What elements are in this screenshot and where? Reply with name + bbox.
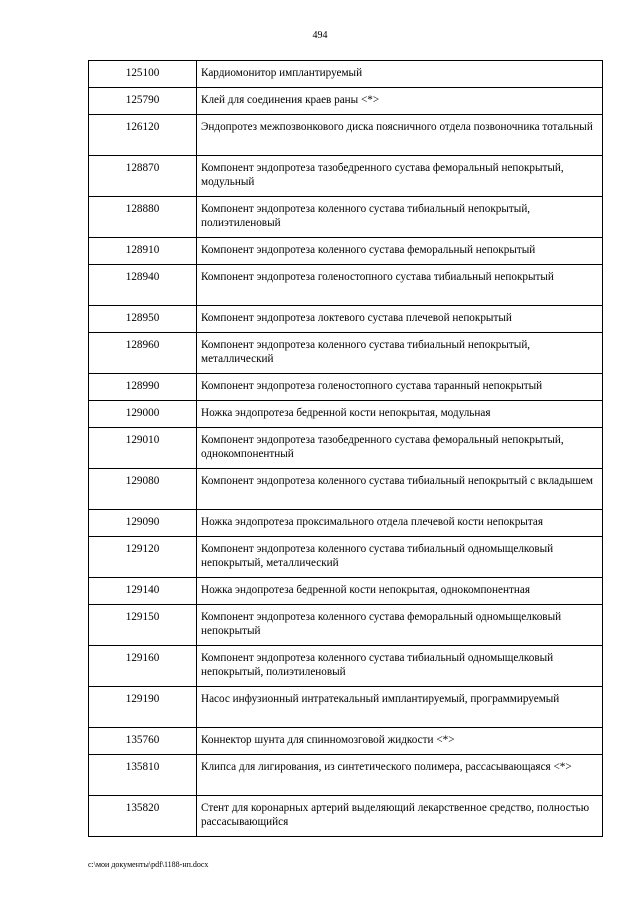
code-cell: 129010 bbox=[89, 428, 197, 469]
table-row bbox=[89, 374, 603, 401]
code-cell: 129140 bbox=[89, 578, 197, 605]
description-cell: Компонент эндопротеза тазобедренного сустава феморальный непокрытый, однокомпонентный bbox=[197, 428, 603, 469]
table-row bbox=[89, 687, 603, 728]
code-cell: 135820 bbox=[89, 796, 197, 837]
description-cell: Компонент эндопротеза коленного сустава тибиальный непокрытый, металлический bbox=[197, 333, 603, 374]
description-cell: Ножка эндопротеза проксимального отдела плечевой кости непокрытая bbox=[197, 510, 603, 537]
description-cell: Компонент эндопротеза коленного сустава феморальный одномыщелковый непокрытый bbox=[197, 605, 603, 646]
table-row bbox=[89, 728, 603, 755]
code-cell: 128870 bbox=[89, 156, 197, 197]
description-cell: Клипса для лигирования, из синтетического полимера, рассасывающаяся <*> bbox=[197, 755, 603, 796]
code-cell: 125100 bbox=[89, 61, 197, 88]
description-cell: Стент для коронарных артерий выделяющий лекарственное средство, полностью рассасывающийся bbox=[197, 796, 603, 837]
description-cell: Компонент эндопротеза тазобедренного сустава феморальный непокрытый, модульный bbox=[197, 156, 603, 197]
code-cell: 129000 bbox=[89, 401, 197, 428]
table-row bbox=[89, 537, 603, 578]
code-cell: 135810 bbox=[89, 755, 197, 796]
description-cell: Компонент эндопротеза локтевого сустава плечевой непокрытый bbox=[197, 306, 603, 333]
code-cell: 129160 bbox=[89, 646, 197, 687]
description-cell: Компонент эндопротеза коленного сустава тибиальный непокрытый, полиэтиленовый bbox=[197, 197, 603, 238]
description-cell: Ножка эндопротеза бедренной кости непокрытая, модульная bbox=[197, 401, 603, 428]
footer-file-path: c:\мои документы\pdf\1188-нп.docx bbox=[88, 860, 209, 869]
code-cell: 129080 bbox=[89, 469, 197, 510]
table-row bbox=[89, 605, 603, 646]
code-cell: 128960 bbox=[89, 333, 197, 374]
description-cell: Компонент эндопротеза коленного сустава тибиальный одномыщелковый непокрытый, полиэтиленовый bbox=[197, 646, 603, 687]
code-cell: 126120 bbox=[89, 115, 197, 156]
description-cell: Коннектор шунта для спинномозговой жидкости <*> bbox=[197, 728, 603, 755]
code-cell: 135760 bbox=[89, 728, 197, 755]
description-cell: Насос инфузионный интратекальный имплантируемый, программируемый bbox=[197, 687, 603, 728]
code-cell: 129120 bbox=[89, 537, 197, 578]
description-cell: Клей для соединения краев раны <*> bbox=[197, 88, 603, 115]
table-row bbox=[89, 238, 603, 265]
description-cell: Ножка эндопротеза бедренной кости непокрытая, однокомпонентная bbox=[197, 578, 603, 605]
code-cell: 125790 bbox=[89, 88, 197, 115]
table-row bbox=[89, 333, 603, 374]
code-cell: 129150 bbox=[89, 605, 197, 646]
description-cell: Компонент эндопротеза коленного сустава тибиальный одномыщелковый непокрытый, металлический bbox=[197, 537, 603, 578]
table-row bbox=[89, 469, 603, 510]
table-row bbox=[89, 61, 603, 88]
code-cell: 129090 bbox=[89, 510, 197, 537]
device-code-table bbox=[88, 60, 603, 837]
table-row bbox=[89, 197, 603, 238]
table-row bbox=[89, 115, 603, 156]
code-cell: 128940 bbox=[89, 265, 197, 306]
table-row bbox=[89, 265, 603, 306]
description-cell: Компонент эндопротеза голеностопного сустава таранный непокрытый bbox=[197, 374, 603, 401]
description-cell: Эндопротез межпозвонкового диска поясничного отдела позвоночника тотальный bbox=[197, 115, 603, 156]
description-cell: Компонент эндопротеза коленного сустава феморальный непокрытый bbox=[197, 238, 603, 265]
code-cell: 128990 bbox=[89, 374, 197, 401]
table-row bbox=[89, 510, 603, 537]
code-cell: 129190 bbox=[89, 687, 197, 728]
page-number: 494 bbox=[312, 30, 328, 41]
description-cell: Кардиомонитор имплантируемый bbox=[197, 61, 603, 88]
table-row bbox=[89, 646, 603, 687]
table-row bbox=[89, 428, 603, 469]
table-row bbox=[89, 156, 603, 197]
table-row bbox=[89, 796, 603, 837]
table-row bbox=[89, 578, 603, 605]
description-cell: Компонент эндопротеза коленного сустава тибиальный непокрытый с вкладышем bbox=[197, 469, 603, 510]
table-row bbox=[89, 306, 603, 333]
description-cell: Компонент эндопротеза голеностопного сустава тибиальный непокрытый bbox=[197, 265, 603, 306]
code-cell: 128950 bbox=[89, 306, 197, 333]
code-cell: 128910 bbox=[89, 238, 197, 265]
code-cell: 128880 bbox=[89, 197, 197, 238]
table-row bbox=[89, 88, 603, 115]
table-row bbox=[89, 401, 603, 428]
table-row bbox=[89, 755, 603, 796]
